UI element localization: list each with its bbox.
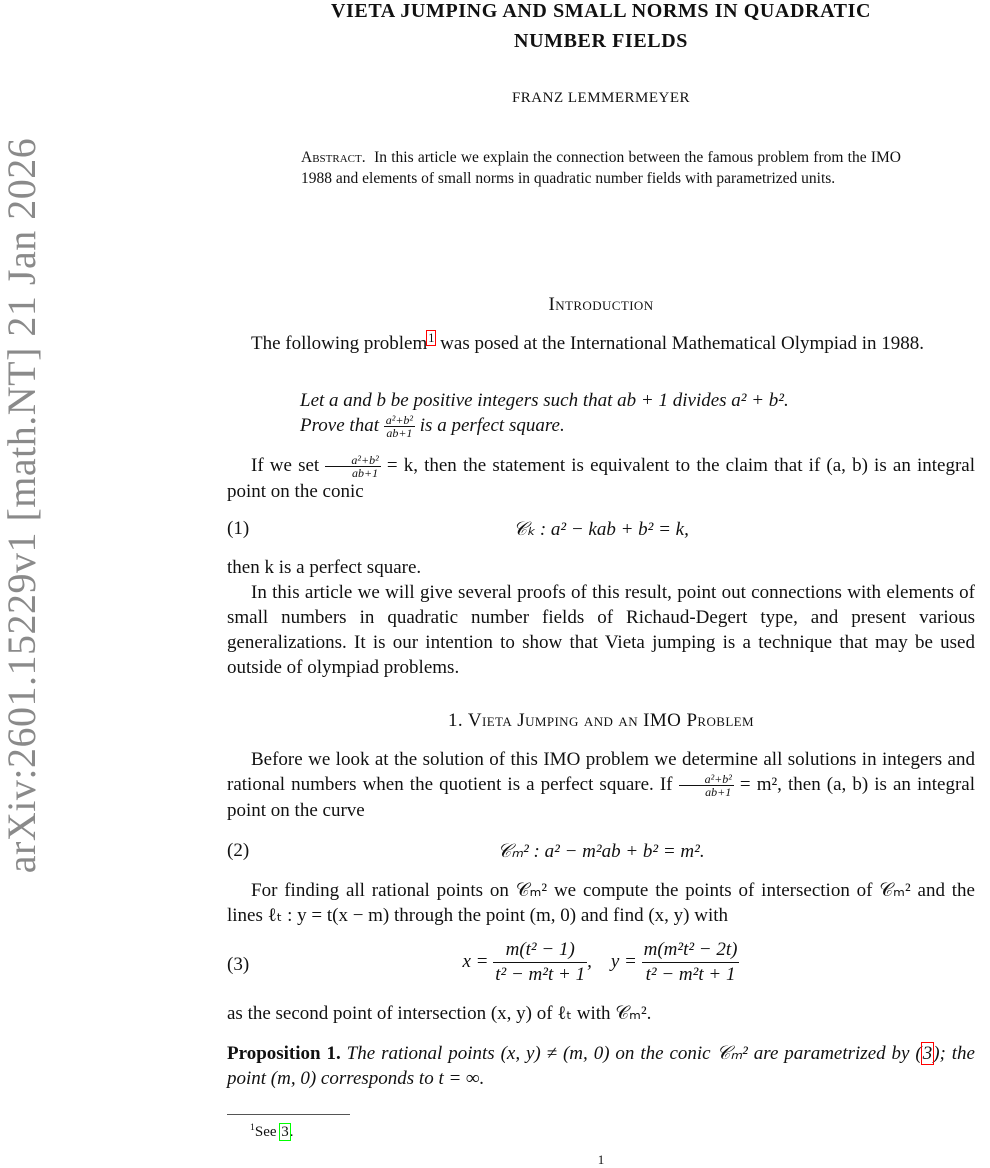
proposition-text: The rational points (x, y) ≠ (m, 0) on the conic 𝒞ₘ² are parametrized by ( bbox=[346, 1043, 922, 1064]
x-fraction bbox=[493, 938, 587, 987]
y-lhs: y = bbox=[610, 950, 637, 972]
imo-problem-quote bbox=[300, 388, 940, 439]
author-name: FRANZ LEMMERMEYER bbox=[511, 90, 691, 106]
citation-link-3[interactable]: 3 bbox=[281, 1124, 289, 1140]
equation-body: x = $\frac{\text{m(t² − 1)}}{\text{t² − m²t + 1}}$ , y = $\frac{\text{m(m²t² − 2t)}}{\text{t² − m²t + 1}}$ bbox=[462, 939, 738, 985]
fraction bbox=[384, 414, 415, 439]
y-fraction bbox=[642, 938, 740, 987]
equation-number: (3) bbox=[227, 954, 250, 975]
text: was posed at the International Mathematical Olympiad in 1988. bbox=[435, 333, 925, 354]
numerator: a²+b² bbox=[325, 454, 380, 467]
intro-paragraph-2 bbox=[227, 453, 975, 504]
x-lhs: x = bbox=[462, 950, 489, 972]
paper-title bbox=[227, 0, 975, 56]
footnote-link-1[interactable]: 1 bbox=[428, 330, 435, 345]
abstract bbox=[301, 148, 901, 189]
proposition-text: ); the point (m, 0) corresponds to t = ∞. bbox=[227, 1043, 975, 1089]
equation-number: (1) bbox=[227, 518, 250, 539]
numerator: m(t² − 1) bbox=[493, 938, 587, 963]
text: The following problem bbox=[251, 333, 428, 354]
quote-line-2 bbox=[300, 413, 940, 439]
text: Before we look at the solution of this IMO problem we determine all solutions in integers and rational numbers when the quotient is a perfect square. If bbox=[227, 749, 975, 795]
numerator: a²+b² bbox=[385, 413, 414, 428]
section-heading-introduction: Introduction bbox=[548, 294, 654, 315]
section1-paragraph-2: For finding all rational points on 𝒞ₘ² we compute the points of intersection of 𝒞ₘ² and the lines ℓₜ : y = t(x − m) through the point (m, 0) and find (x, y) with bbox=[227, 880, 975, 926]
numerator: a²+b² bbox=[679, 773, 734, 786]
text: = m², then (a, b) is an integral point on the curve bbox=[227, 774, 975, 822]
intro-paragraph-4: In this article we will give several proofs of this result, point out connections with elements of small numbers in quadratic number fields of Richaud-Degert type, and present various generalizations. It is our intention to show that Vieta jumping is a technique that may be used outside of olympiad problems. bbox=[227, 582, 975, 678]
fraction bbox=[325, 454, 380, 479]
equation-body: 𝒞ₘ² : a² − m²ab + b² = m². bbox=[497, 841, 705, 862]
footnote-marker: 1 bbox=[250, 1122, 255, 1133]
section-heading-1: 1. Vieta Jumping and an IMO Problem bbox=[448, 710, 754, 731]
denominator: ab+1 bbox=[705, 785, 732, 800]
denominator: ab+1 bbox=[351, 466, 379, 481]
equation-body: 𝒞ₖ : a² − kab + b² = k, bbox=[513, 519, 689, 540]
denominator: t² − m²t + 1 bbox=[495, 964, 586, 985]
abstract-text: In this article we explain the connection between the famous problem from the IMO 1988 and elements of small norms in quadratic number fields with parametrized units. bbox=[301, 149, 901, 187]
title-line-2: NUMBER FIELDS bbox=[514, 30, 688, 52]
fraction bbox=[679, 773, 734, 798]
arxiv-identifier: arXiv:2601.15229v1 [math.NT] 21 Jan 2026 bbox=[0, 137, 45, 873]
footnote-1 bbox=[250, 1124, 294, 1141]
text: If we set bbox=[251, 455, 320, 476]
proposition-1 bbox=[227, 1041, 975, 1091]
section1-paragraph-3: as the second point of intersection (x, y) of ℓₜ with 𝒞ₘ². bbox=[227, 1003, 652, 1024]
text: Prove that bbox=[300, 415, 379, 436]
abstract-label: Abstract. bbox=[301, 149, 366, 166]
text: . bbox=[289, 1124, 294, 1140]
footnote-divider bbox=[227, 1114, 350, 1115]
numerator: m(m²t² − 2t) bbox=[642, 938, 740, 963]
denominator: t² − m²t + 1 bbox=[645, 964, 736, 985]
equation-2 bbox=[227, 840, 975, 880]
text: is a perfect square. bbox=[419, 415, 565, 436]
text: = k, then the statement is equivalent to the claim that if (a, b) is an integral point on the conic bbox=[227, 455, 975, 503]
text: See bbox=[254, 1124, 281, 1140]
arxiv-sidebar-stamp bbox=[0, 110, 52, 900]
page-number: 1 bbox=[597, 1152, 605, 1167]
intro-paragraph-1 bbox=[227, 331, 975, 356]
quote-line-1: Let a and b be positive integers such that ab + 1 divides a² + b². bbox=[300, 390, 789, 411]
section1-paragraph-1 bbox=[227, 747, 975, 823]
intro-paragraph-3: then k is a perfect square. bbox=[227, 557, 422, 578]
equation-3 bbox=[227, 938, 975, 990]
equation-ref-link-3[interactable]: 3 bbox=[922, 1043, 933, 1064]
equation-1 bbox=[227, 518, 975, 558]
equation-number: (2) bbox=[227, 840, 250, 861]
denominator: ab+1 bbox=[386, 426, 413, 441]
title-line-1: VIETA JUMPING AND SMALL NORMS IN QUADRATIC bbox=[330, 0, 872, 22]
proposition-label: Proposition 1. bbox=[227, 1043, 341, 1064]
